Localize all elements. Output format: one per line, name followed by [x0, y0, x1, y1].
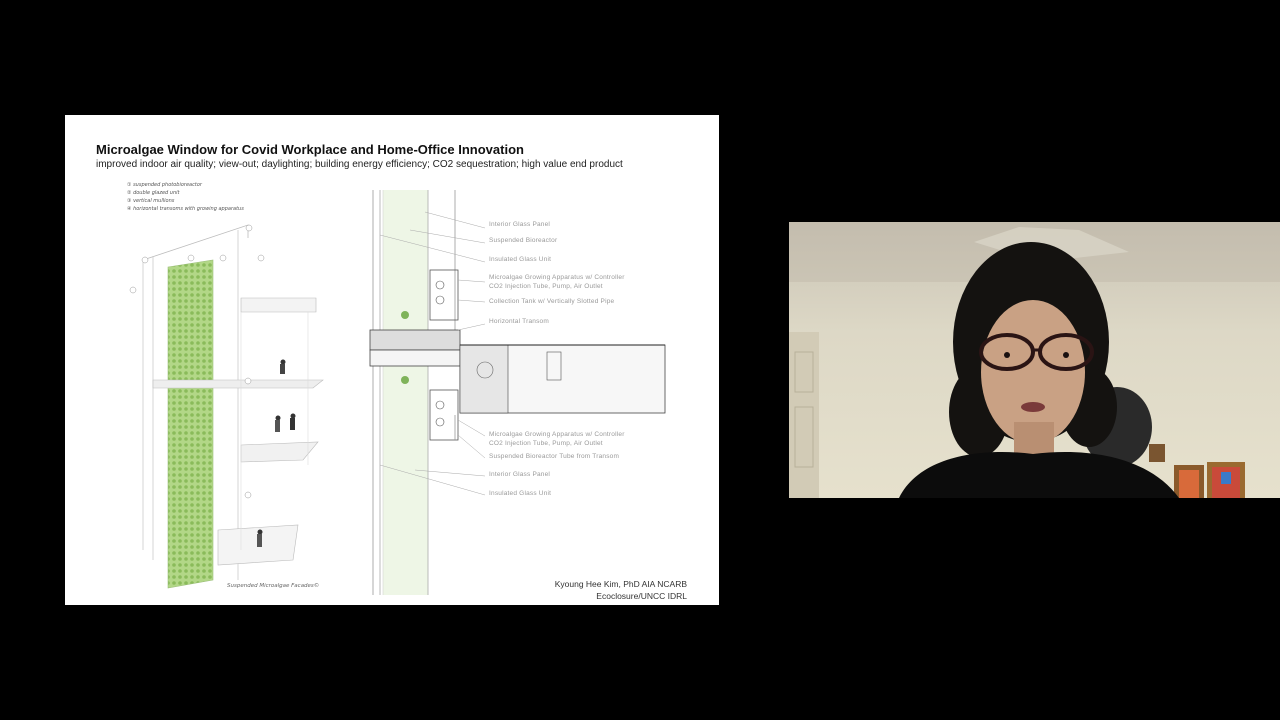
legend-item: ④ horizontal transoms with growing apparatus	[127, 206, 244, 212]
callout-label: Insulated Glass Unit	[489, 490, 552, 497]
callout-label: Interior Glass Panel	[489, 471, 551, 478]
author-credit	[555, 579, 687, 602]
author-affiliation: Ecoclosure/UNCC IDRL	[596, 590, 687, 601]
callout-label: Collection Tank w/ Vertically Slotted Pipe	[489, 298, 615, 305]
speaker-video-feed	[789, 222, 1280, 498]
legend-item: ② double glazed unit	[127, 190, 180, 196]
isometric-caption: Suspended Microalgae Facades©	[227, 583, 320, 589]
slide-subtitle: improved indoor air quality; view-out; daylighting; building energy efficiency; CO2 sequestration; high value end product	[96, 159, 623, 170]
callout-label: Interior Glass Panel	[489, 221, 551, 228]
callout-label: Horizontal Transom	[489, 318, 549, 325]
callout-label: Microalgae Growing Apparatus w/ Controller	[489, 431, 625, 438]
callout-label: Suspended Bioreactor	[489, 237, 558, 244]
diagram-legend	[127, 181, 244, 213]
section-callouts	[489, 221, 689, 521]
callout-label: CO2 Injection Tube, Pump, Air Outlet	[489, 440, 603, 447]
callout-label: Suspended Bioreactor Tube from Transom	[489, 453, 620, 460]
webcam-scene	[789, 222, 1280, 498]
callout-label: Microalgae Growing Apparatus w/ Controller	[489, 274, 625, 281]
isometric-facade-drawing	[123, 220, 335, 590]
author-name: Kyoung Hee Kim, PhD AIA NCARB	[554, 579, 687, 589]
presentation-slide	[65, 115, 719, 605]
slide-title: Microalgae Window for Covid Workplace and Home-Office Innovation	[96, 142, 524, 157]
callout-label: Insulated Glass Unit	[489, 256, 552, 263]
legend-item: ① suspended photobioreactor	[127, 182, 202, 188]
callout-label: CO2 Injection Tube, Pump, Air Outlet	[489, 283, 603, 290]
legend-item: ③ vertical mullions	[127, 198, 175, 204]
